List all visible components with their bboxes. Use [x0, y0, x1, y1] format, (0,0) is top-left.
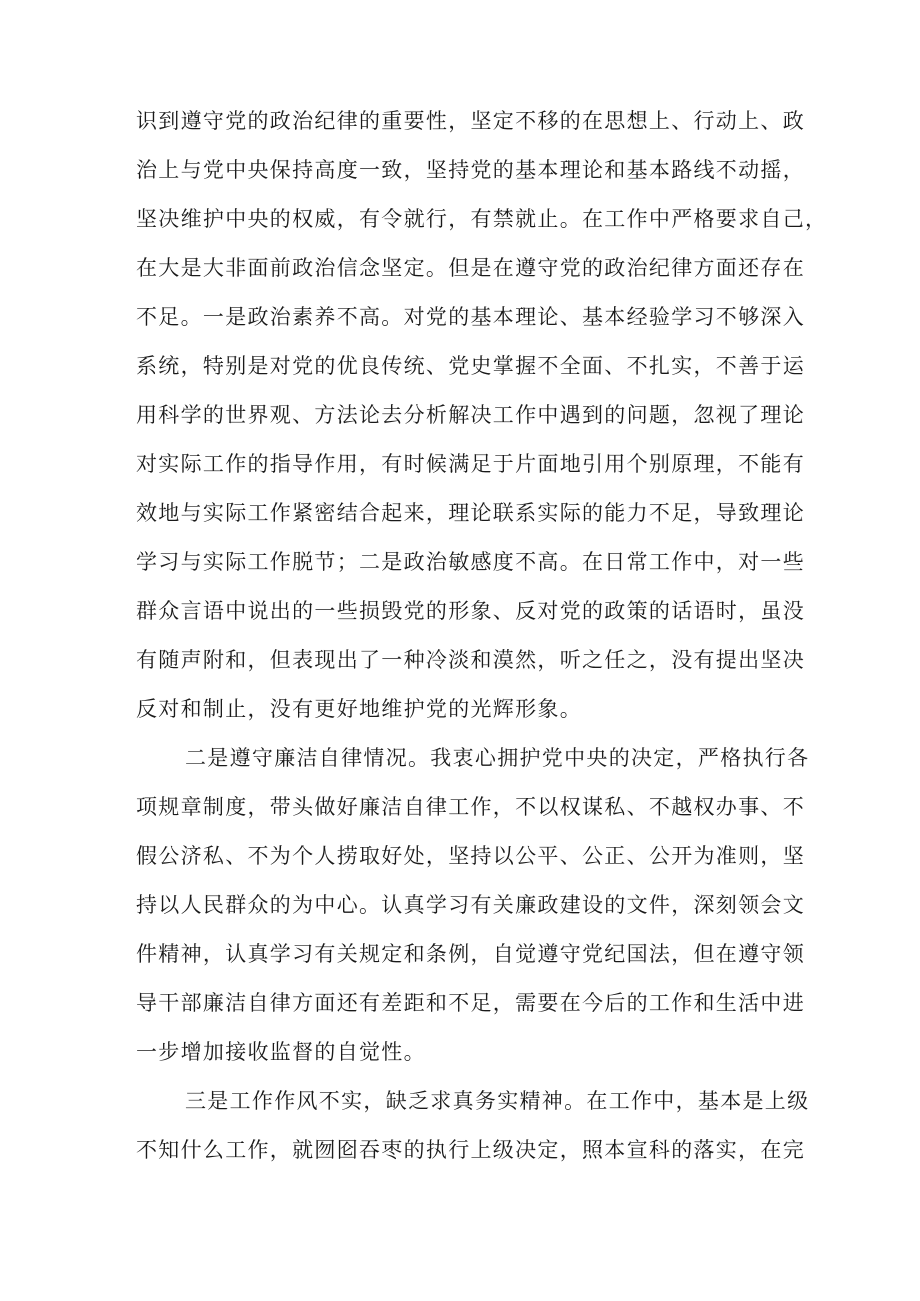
text-line: 持以人民群众的为中心。认真学习有关廉政建设的文件，深刻领会文: [136, 893, 805, 917]
text-line: 导干部廉洁自律方面还有差距和不足，需要在今后的工作和生活中进: [136, 991, 805, 1015]
text-line: 学习与实际工作脱节；二是政治敏感度不高。在日常工作中，对一些: [136, 550, 805, 574]
text-line: 三是工作作风不实，缺乏求真务实精神。在工作中，基本是上级: [185, 1089, 810, 1113]
text-line: 反对和制止，没有更好地维护党的光辉形象。: [136, 697, 582, 721]
text-line: 坚决维护中央的权威，有令就行，有禁就止。在工作中严格要求自己，: [136, 207, 828, 231]
text-line: 假公济私、不为个人捞取好处，坚持以公平、公正、公开为准则，坚: [136, 844, 805, 868]
text-line: 不知什么工作，就囫囵吞枣的执行上级决定，照本宣科的落实，在完: [136, 1138, 805, 1162]
paragraph-political-discipline: [136, 97, 828, 734]
document-body: [136, 97, 828, 1175]
text-line: 项规章制度，带头做好廉洁自律工作，不以权谋私、不越权办事、不: [136, 795, 805, 819]
text-line: 二是遵守廉洁自律情况。我衷心拥护党中央的决定，严格执行各: [185, 746, 810, 770]
text-line: 有随声附和，但表现出了一种冷淡和漠然，听之任之，没有提出坚决: [136, 648, 805, 672]
text-line: 用科学的世界观、方法论去分析解决工作中遇到的问题，忽视了理论: [136, 403, 805, 427]
text-line: 群众言语中说出的一些损毁党的形象、反对党的政策的话语时，虽没: [136, 599, 805, 623]
paragraph-work-style: [136, 1077, 810, 1175]
text-line: 治上与党中央保持高度一致，坚持党的基本理论和基本路线不动摇，: [136, 158, 805, 182]
paragraph-integrity: [136, 734, 810, 1077]
text-line: 不足。一是政治素养不高。对党的基本理论、基本经验学习不够深入: [136, 305, 805, 329]
text-line: 系统，特别是对党的优良传统、党史掌握不全面、不扎实，不善于运: [136, 354, 805, 378]
text-line: 件精神，认真学习有关规定和条例，自觉遵守党纪国法，但在遵守领: [136, 942, 805, 966]
text-line: 一步增加接收监督的自觉性。: [136, 1040, 426, 1064]
text-line: 对实际工作的指导作用，有时候满足于片面地引用个别原理，不能有: [136, 452, 805, 476]
text-line: 在大是大非面前政治信念坚定。但是在遵守党的政治纪律方面还存在: [136, 256, 805, 280]
text-line: 效地与实际工作紧密结合起来，理论联系实际的能力不足，导致理论: [136, 501, 805, 525]
text-line: 识到遵守党的政治纪律的重要性，坚定不移的在思想上、行动上、政: [136, 109, 805, 133]
